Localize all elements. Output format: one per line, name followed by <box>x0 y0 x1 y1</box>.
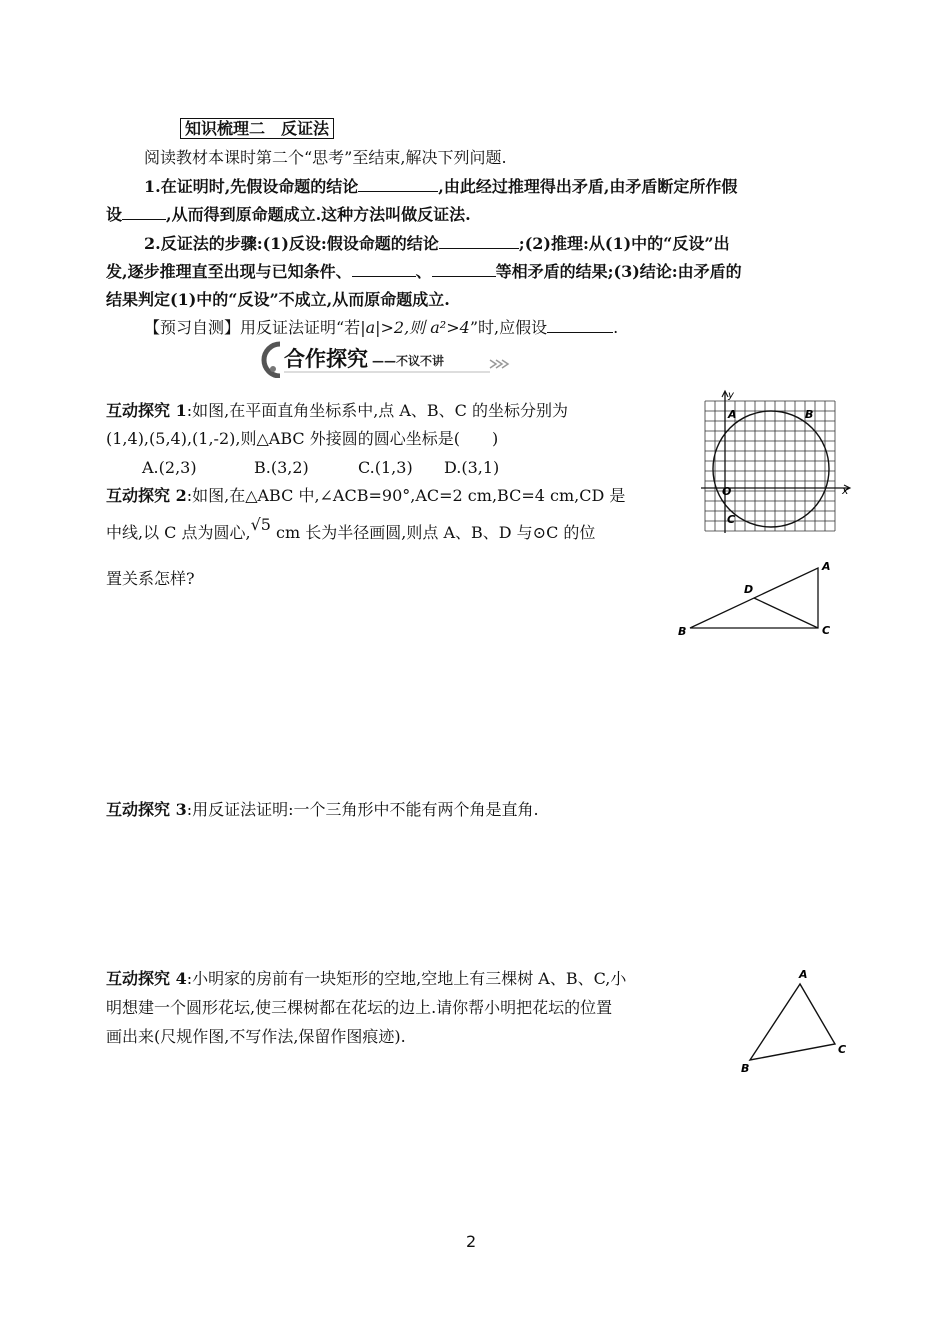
q2-line-1: 互动探究 2:如图,在△ABC 中,∠ACB=90°,AC=2 cm,BC=4 cm,CD 是 <box>106 486 626 505</box>
blank-1 <box>358 175 438 192</box>
q4-label-b: B <box>741 1062 750 1075</box>
page-number: 2 <box>466 1232 477 1251</box>
banner-main-text: 合作探究 <box>284 347 368 371</box>
q1-option-c[interactable]: C.(1,3) <box>358 458 413 477</box>
paragraph-1-line-2: 设 ,从而得到原命题成立.这种方法叫做反证法. <box>106 205 471 224</box>
q2-line-3: 置关系怎样? <box>106 569 195 588</box>
blank-2 <box>122 203 166 220</box>
q1-label-x: x <box>842 484 849 497</box>
q1-label-y: y <box>728 390 734 401</box>
q1-option-b[interactable]: B.(3,2) <box>254 458 309 477</box>
q4-line-3: 画出来(尺规作图,不写作法,保留作图痕迹). <box>106 1027 406 1046</box>
q1-option-d[interactable]: D.(3,1) <box>444 458 500 477</box>
cooperative-inquiry-banner <box>260 338 530 378</box>
blank-3 <box>439 232 519 249</box>
q4-line-1: 互动探究 4:小明家的房前有一块矩形的空地,空地上有三棵树 A、B、C,小 <box>106 969 627 988</box>
q2-label-a: A <box>822 560 831 573</box>
intro-text: 阅读教材本课时第二个“思考”至结束,解决下列问题. <box>144 148 507 167</box>
q2-triangle-figure <box>672 556 842 640</box>
blank-5 <box>432 260 496 277</box>
q4-triangle <box>750 984 835 1060</box>
paragraph-2-line-3: 结果判定(1)中的“反设”不成立,从而原命题成立. <box>106 290 450 309</box>
q2-label-c: C <box>822 624 831 637</box>
q1-label-a: A <box>728 408 737 421</box>
q1-label-c: C <box>727 513 736 526</box>
q1-label-b: B <box>805 408 814 421</box>
blank-4 <box>352 260 416 277</box>
q1-option-a[interactable]: A.(2,3) <box>142 458 197 477</box>
paragraph-2-line-2: 发,逐步推理直至出现与已知条件、 、 等相矛盾的结果;(3)结论:由矛盾的 <box>106 262 742 281</box>
banner-arrows-icon <box>490 360 508 368</box>
banner-graphic <box>260 338 530 378</box>
q1-coordinate-figure <box>695 388 855 533</box>
q2-label-d: D <box>744 583 754 596</box>
q1-circumcircle <box>713 411 829 527</box>
q2-median-cd <box>754 598 818 628</box>
q2-line-2: 中线,以 C 点为圆心,√5 cm 长为半径画圆,则点 A、B、D 与⊙C 的位 <box>106 515 596 542</box>
banner-sub-text: ——不议不讲 <box>372 354 445 368</box>
q4-label-a: A <box>799 968 808 981</box>
q1-line-1: 互动探究 1:如图,在平面直角坐标系中,点 A、B、C 的坐标分别为 <box>106 401 569 420</box>
sqrt5-expression: √5 <box>250 515 271 534</box>
self-test: 【预习自测】用反证法证明“若|a|>2,则 a²>4”时,应假设 . <box>144 318 619 337</box>
q4-label-c: C <box>838 1043 847 1056</box>
q4-triangle-figure <box>735 964 855 1076</box>
q1-label-o: O <box>722 485 732 498</box>
paragraph-1-line-1: 1.在证明时,先假设命题的结论 ,由此经过推理得出矛盾,由矛盾断定所作假 <box>144 177 738 196</box>
paragraph-2-line-1: 2.反证法的步骤:(1)反设:假设命题的结论 ;(2)推理:从(1)中的“反设”出 <box>144 234 730 253</box>
q1-options <box>142 456 499 480</box>
section-title: 知识梳理二 反证法 <box>180 117 334 141</box>
q3-line: 互动探究 3:用反证法证明:一个三角形中不能有两个角是直角. <box>106 800 539 819</box>
q4-line-2: 明想建一个圆形花坛,使三棵树都在花坛的边上.请你帮小明把花坛的位置 <box>106 998 613 1017</box>
q1-line-2: (1,4),(5,4),(1,-2),则△ABC 外接圆的圆心坐标是( ) <box>106 429 499 448</box>
blank-6 <box>547 316 613 333</box>
q2-label-b: B <box>678 625 687 638</box>
